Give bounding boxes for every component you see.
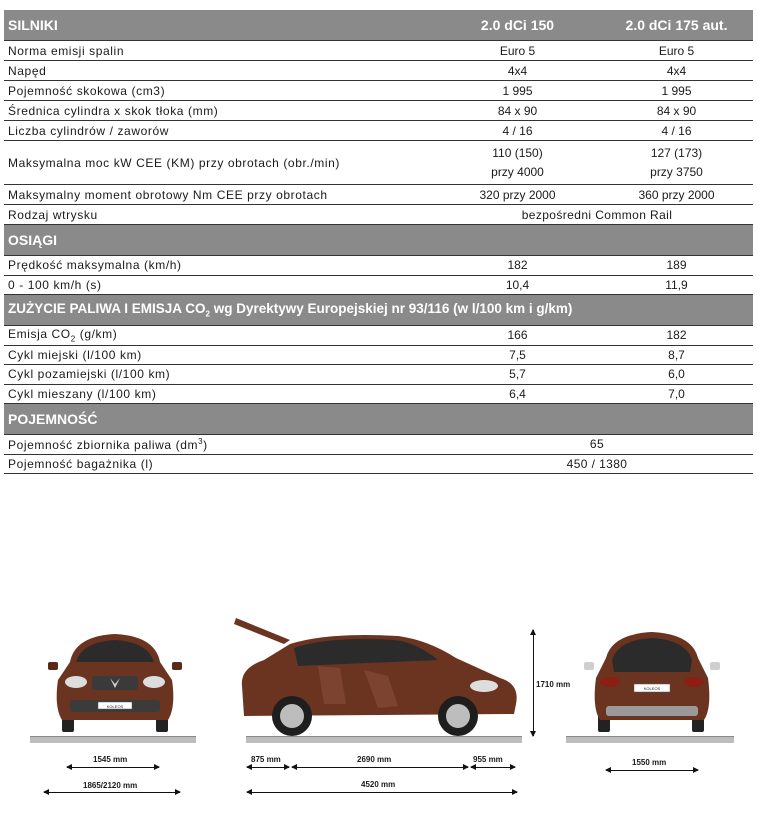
- row-label: Rodzaj wtrysku: [8, 207, 98, 222]
- rear-track-label: 1550 mm: [632, 758, 667, 767]
- row-label: Cykl pozamiejski (l/100 km): [8, 367, 171, 382]
- row-value-2: 360 przy 2000: [638, 187, 715, 202]
- row-label: Liczba cylindrów / zaworów: [8, 123, 169, 138]
- rear-overhang-label: 955 mm: [473, 755, 503, 764]
- section-header-capacity: [4, 404, 753, 435]
- row-value-1: 182: [507, 258, 528, 273]
- label-superscript: 3: [198, 436, 204, 446]
- section-title: [4, 301, 753, 319]
- width-label: 1865/2120 mm: [83, 781, 138, 790]
- row-value-2: 4 / 16: [661, 123, 692, 138]
- ground-side: [246, 736, 522, 743]
- row-label: Prędkość maksymalna (km/h): [8, 258, 182, 273]
- table-row: [4, 41, 753, 61]
- row-value-1: 4x4: [507, 63, 528, 78]
- arrow-wheelbase: [292, 767, 468, 768]
- title-part: wg Dyrektywy Europejskiej nr 93/116 (w l/100 km i g/km): [209, 301, 573, 317]
- wheelbase-label: 2690 mm: [357, 755, 392, 764]
- section-header-performance: [4, 225, 753, 256]
- row-label: [4, 327, 438, 343]
- table-row: [4, 61, 753, 81]
- power-value: 110 (150): [492, 145, 543, 160]
- table-row: [4, 121, 753, 141]
- section-title: SILNIKI: [8, 17, 58, 33]
- title-part: ZUŻYCIE PALIWA I EMISJA CO: [8, 301, 206, 317]
- front-plate-text: KOLEOS: [106, 704, 124, 709]
- table-row-boot: [4, 455, 753, 475]
- table-row: [4, 256, 753, 276]
- row-value-1: 320 przy 2000: [479, 187, 556, 202]
- label-subscript: 2: [70, 334, 76, 344]
- label-part: (g/km): [75, 327, 118, 342]
- table-row: [4, 101, 753, 121]
- ground-front: [30, 736, 196, 743]
- dimension-diagrams: [0, 600, 757, 815]
- row-value-2: [597, 144, 756, 182]
- spec-table: [4, 10, 753, 474]
- title-subscript: 2: [205, 309, 210, 319]
- row-label: Średnica cylindra x skok tłoka (mm): [8, 103, 219, 118]
- row-value-1: 6,4: [509, 386, 526, 401]
- row-value-1: Euro 5: [499, 43, 536, 58]
- section-header-consumption: [4, 295, 753, 326]
- power-rpm: przy 4000: [491, 164, 544, 179]
- row-value-2: 189: [666, 258, 687, 273]
- height-label: 1710 mm: [536, 680, 571, 689]
- rear-plate-text: KOLEOS: [643, 686, 661, 691]
- row-value-2: 4x4: [666, 63, 687, 78]
- row-value-1: 7,5: [509, 347, 526, 362]
- table-row-tank: [4, 435, 753, 455]
- label-part: Pojemność zbiornika paliwa (dm: [8, 437, 199, 452]
- table-row: [4, 276, 753, 296]
- row-value-1: 166: [507, 328, 528, 343]
- length-label: 4520 mm: [361, 780, 396, 789]
- section-title: POJEMNOŚĆ: [8, 411, 98, 427]
- section-title: OSIĄGI: [8, 232, 58, 248]
- row-value-merged: 65: [589, 437, 605, 452]
- row-label: Napęd: [8, 63, 47, 78]
- row-value-1: [438, 144, 597, 182]
- row-value-2: 1 995: [661, 83, 692, 98]
- row-label: Maksymalna moc kW CEE (KM) przy obrotach (obr./min): [8, 155, 340, 170]
- row-label: Norma emisji spalin: [8, 43, 125, 58]
- arrow-rear-track: [606, 770, 698, 771]
- power-value: 127 (173): [650, 145, 703, 160]
- car-side-view-image: [228, 608, 528, 748]
- row-value-1: 4 / 16: [502, 123, 533, 138]
- row-label: Maksymalny moment obrotowy Nm CEE przy obrotach: [8, 187, 328, 202]
- table-row: [4, 385, 753, 405]
- row-value-1: 5,7: [509, 367, 526, 382]
- column-header-1: 2.0 dCi 150: [480, 17, 555, 33]
- row-value-merged: bezpośredni Common Rail: [521, 207, 673, 222]
- car-front-view-image: [30, 622, 200, 742]
- row-label: Pojemność skokowa (cm3): [8, 83, 166, 98]
- arrow-rear-overhang: [471, 767, 515, 768]
- table-row: [4, 81, 753, 101]
- table-row-injection: [4, 205, 753, 225]
- table-row-emission: [4, 326, 753, 346]
- row-value-2: 7,0: [668, 386, 685, 401]
- label-part: ): [203, 437, 208, 452]
- row-label: Pojemność bagażnika (l): [8, 456, 154, 471]
- arrow-width: [44, 792, 180, 793]
- row-value-2: Euro 5: [658, 43, 695, 58]
- row-label: Cykl mieszany (l/100 km): [8, 386, 157, 401]
- row-value-2: 182: [666, 328, 687, 343]
- row-value-1: 1 995: [502, 83, 533, 98]
- table-row-power: [4, 141, 753, 185]
- column-header-2: 2.0 dCi 175 aut.: [625, 17, 728, 33]
- arrow-height: [533, 630, 534, 736]
- label-part: Emisja CO: [8, 327, 71, 342]
- section-header-engines: [4, 10, 753, 41]
- row-value-2: 11,9: [665, 277, 688, 292]
- row-value-2: 8,7: [668, 347, 685, 362]
- ground-rear: [566, 736, 734, 743]
- car-rear-view-image: [570, 622, 734, 742]
- row-label: 0 - 100 km/h (s): [8, 277, 102, 292]
- front-overhang-label: 875 mm: [251, 755, 281, 764]
- power-rpm: przy 3750: [650, 164, 703, 179]
- row-value-1: 84 x 90: [497, 103, 538, 118]
- row-value-2: 6,0: [668, 367, 685, 382]
- arrow-length: [247, 792, 517, 793]
- table-row-torque: [4, 185, 753, 205]
- row-value-1: 10,4: [505, 277, 530, 292]
- front-track-label: 1545 mm: [93, 755, 128, 764]
- row-value-2: 84 x 90: [656, 103, 697, 118]
- row-label: Cykl miejski (l/100 km): [8, 347, 142, 362]
- arrow-front-overhang: [247, 767, 289, 768]
- table-row: [4, 365, 753, 385]
- row-value-merged: 450 / 1380: [566, 456, 628, 471]
- arrow-front-track: [67, 767, 159, 768]
- row-label: [4, 437, 438, 452]
- table-row: [4, 346, 753, 366]
